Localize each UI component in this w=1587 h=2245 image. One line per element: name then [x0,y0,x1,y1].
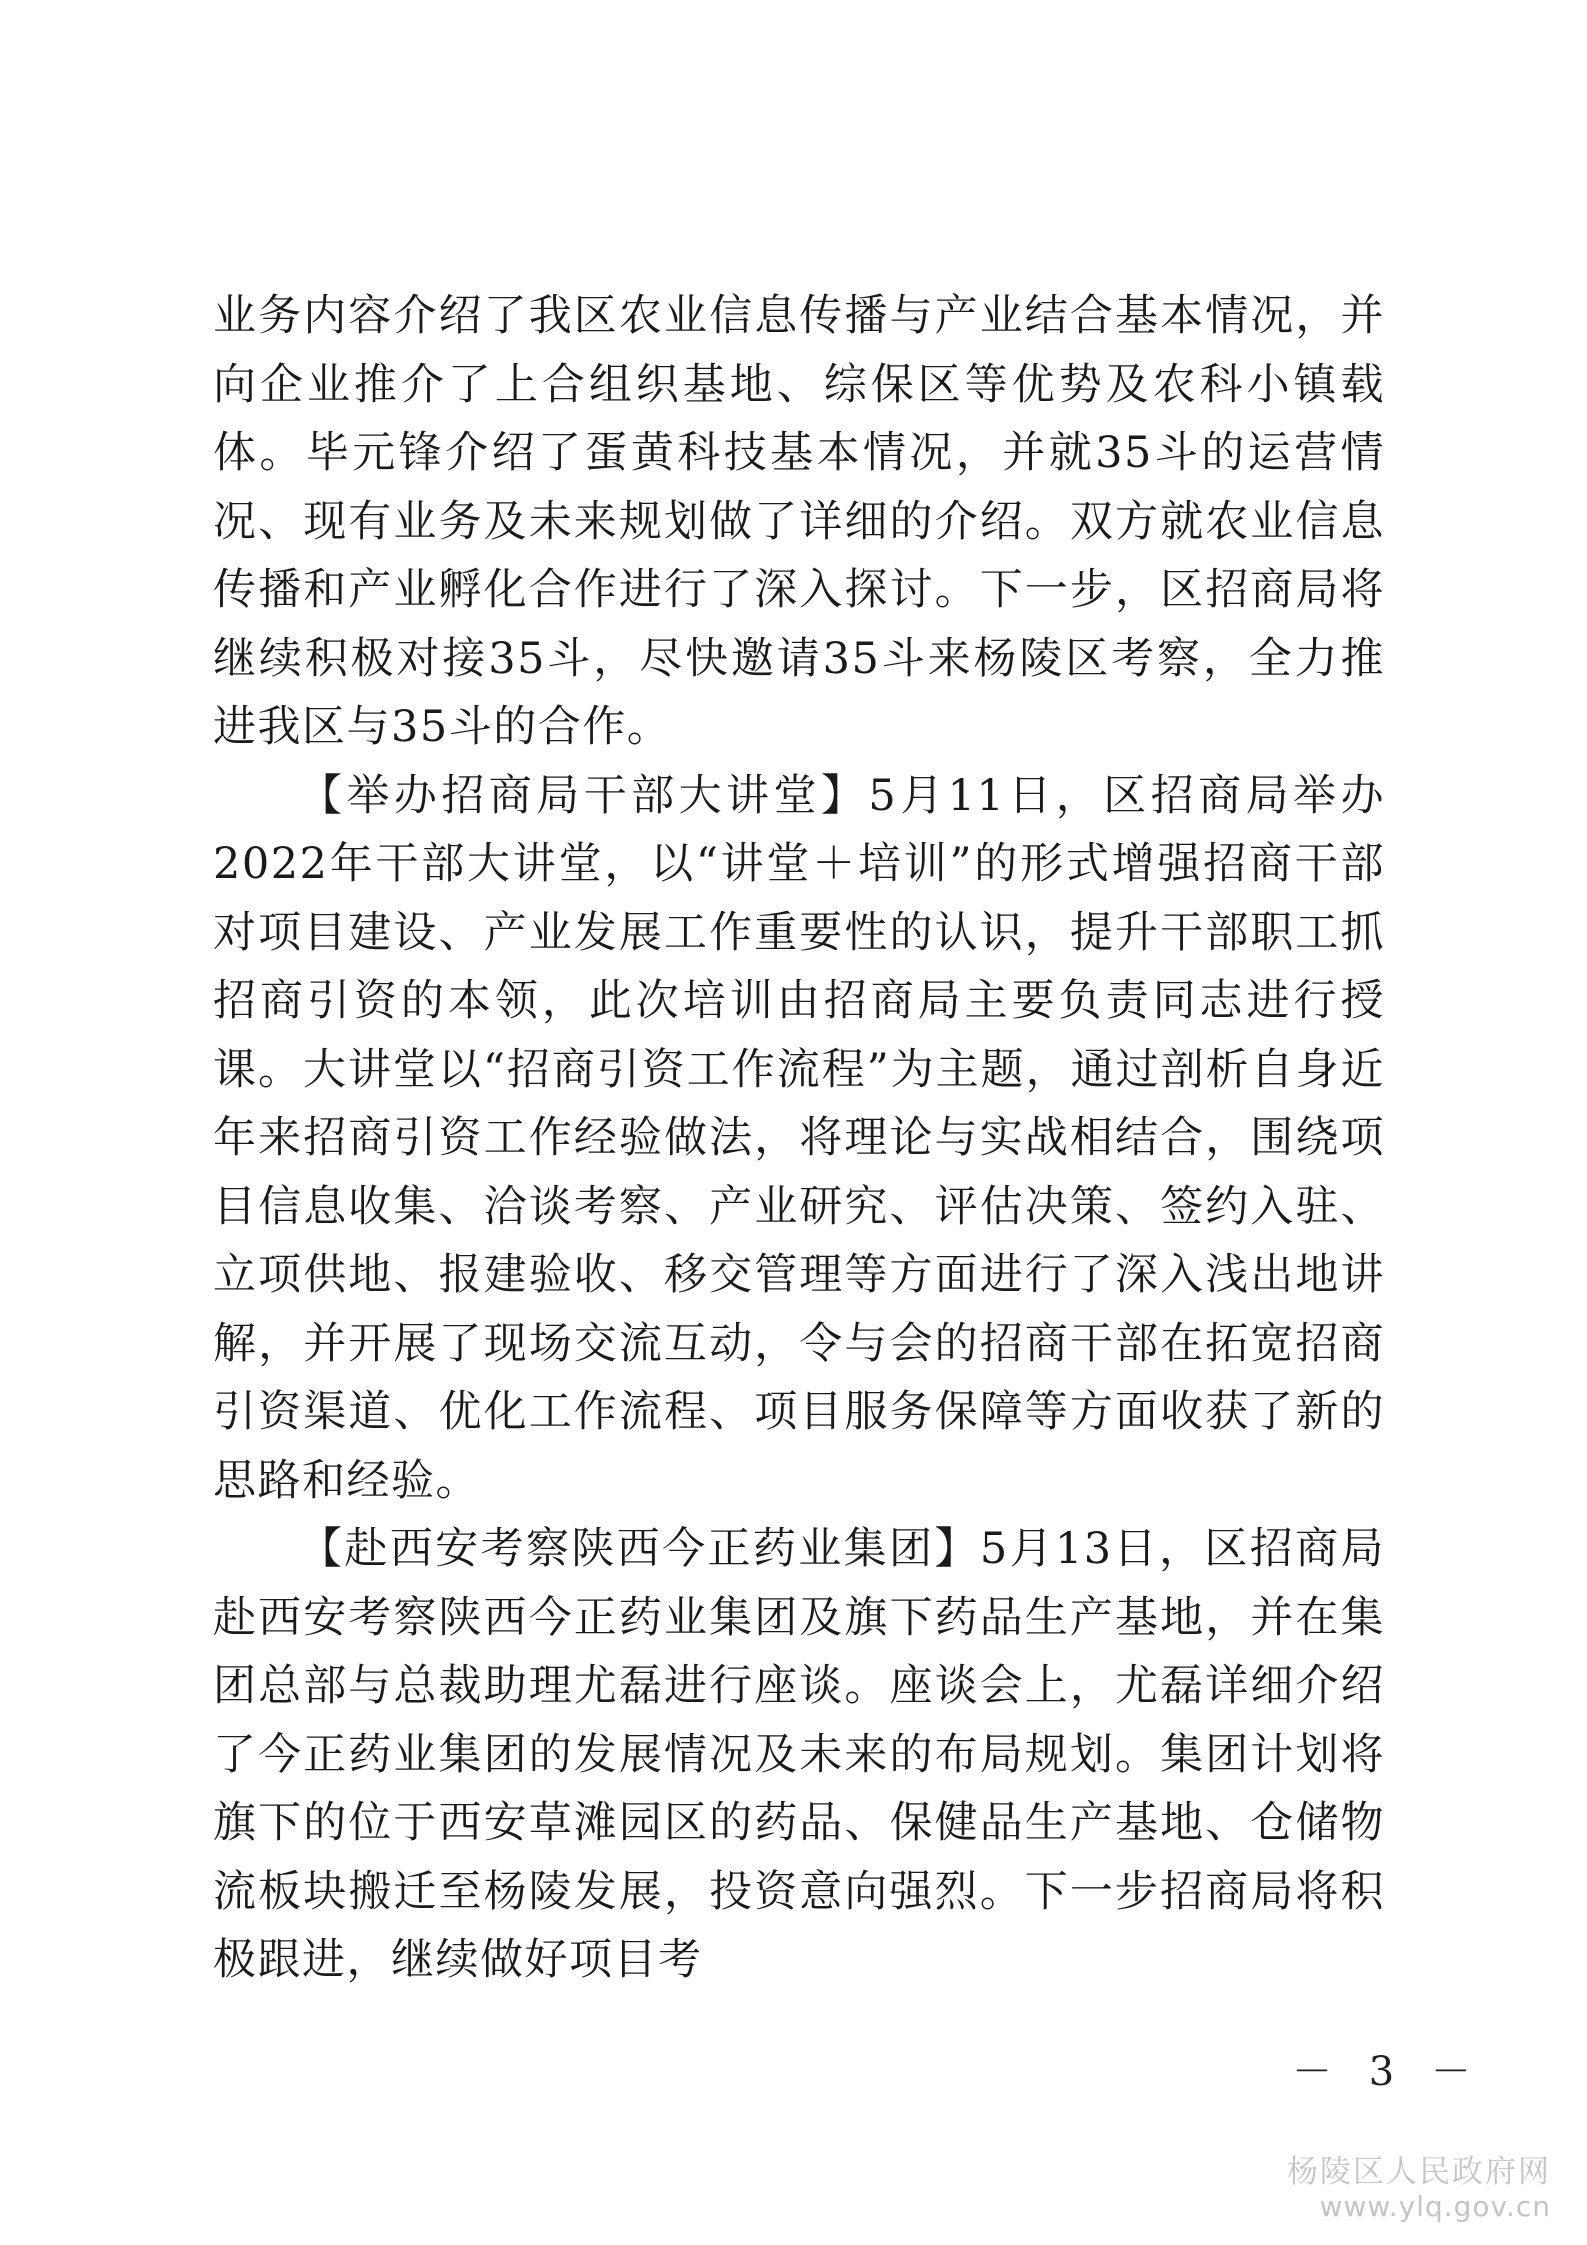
site-watermark [1287,2155,1551,2223]
paragraph-xian-inspection: 【赴西安考察陕西今正药业集团】5月13日，区招商局赴西安考察陕西今正药业集团及旗下药品生产基地，并在集团总部与总裁助理尤磊进行座谈。座谈会上，尤磊详细介绍了今正药业集团的发展情况及未来的布局规划。集团计划将旗下的位于西安草滩园区的药品、保健品生产基地、仓储物流板块搬迁至杨陵发展，投资意向强烈。下一步招商局将积极跟进，继续做好项目考 [213,1524,1385,1985]
document-body [213,282,1385,1995]
watermark-site-url: www.ylq.gov.cn [1319,2189,1551,2223]
paragraph-cadre-lecture: 【举办招商局干部大讲堂】5月11日，区招商局举办2022年干部大讲堂，以“讲堂＋培训”的形式增强招商干部对项目建设、产业发展工作重要性的认识，提升干部职工抓招商引资的本领，此次培训由招商局主要负责同志进行授课。大讲堂以“招商引资工作流程”为主题，通过剖析自身近年来招商引资工作经验做法，将理论与实战相结合，围绕项目信息收集、洽谈考察、产业研究、评估决策、签约入驻、立项供地、报建验收、移交管理等方面进行了深入浅出地讲解，并开展了现场交流互动，令与会的招商干部在拓宽招商引资渠道、优化工作流程、项目服务保障等方面收获了新的思路和经验。 [213,770,1385,1506]
page-number: － 3 － [1292,2049,1483,2095]
paragraph-continuation: 业务内容介绍了我区农业信息传播与产业结合基本情况，并向企业推介了上合组织基地、综保区等优势及农科小镇载体。毕元锋介绍了蛋黄科技基本情况，并就35斗的运营情况、现有业务及未来规划做了详细的介绍。双方就农业信息传播和产业孵化合作进行了深入探讨。下一步，区招商局将继续积极对接35斗，尽快邀请35斗来杨陵区考察，全力推进我区与35斗的合作。 [213,291,1385,752]
watermark-site-name: 杨陵区人民政府网 [1287,2154,1551,2191]
